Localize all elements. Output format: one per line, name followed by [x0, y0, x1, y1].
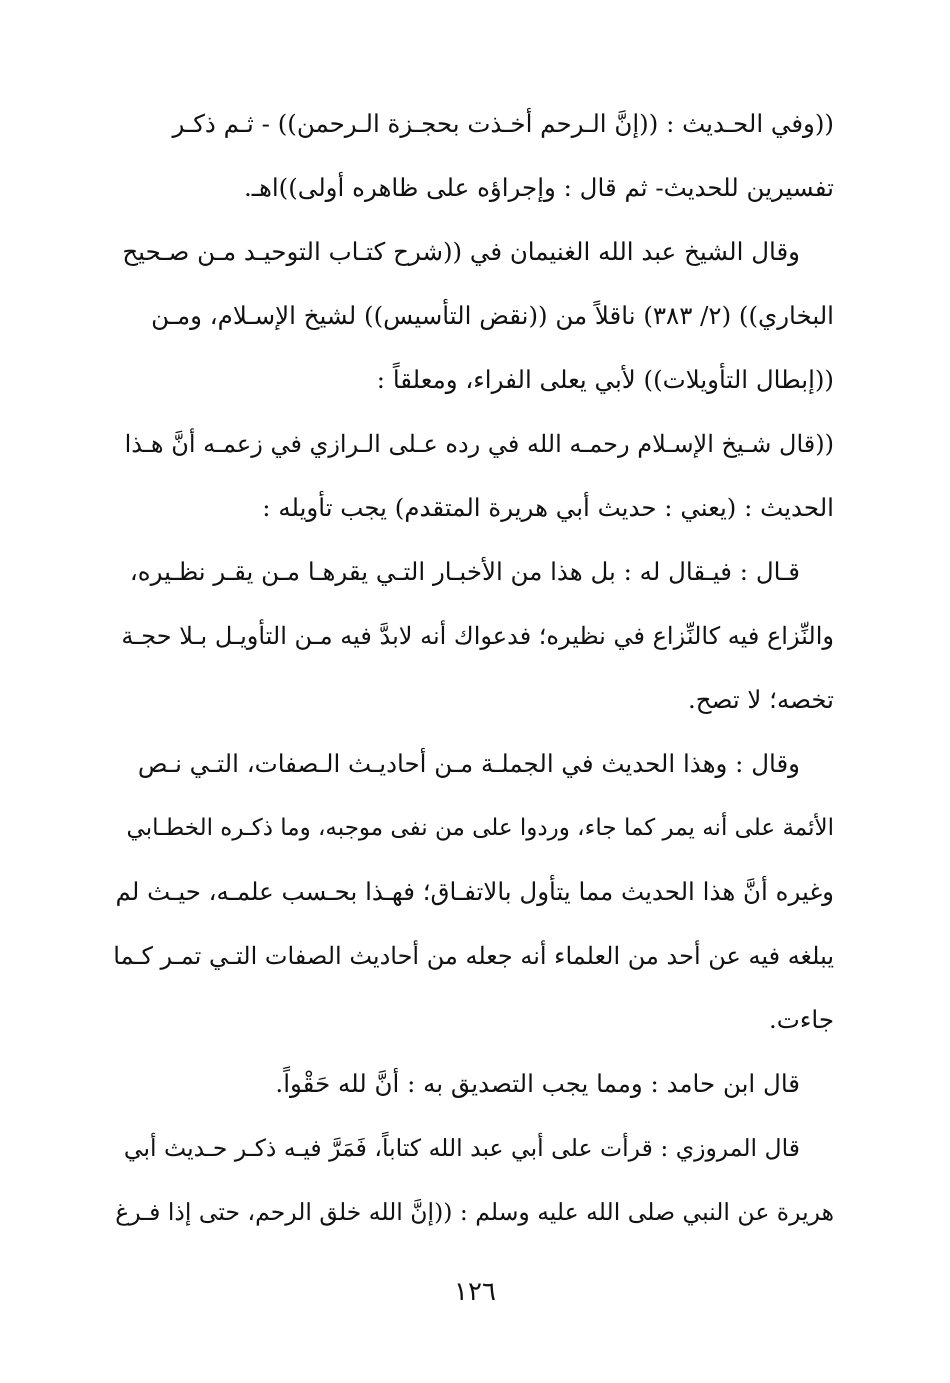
paragraph-start-line: وقال : وهذا الحديث في الجملـة مـن أحاديـث الـصفات، التـي نـص: [137, 749, 800, 778]
paragraph-start-line: ((قال شـيخ الإسـلام رحمـه الله في رده عـلى الـرازي في زعمـه أنَّ هـذا: [124, 430, 834, 458]
paragraph-start-line: قال المروزي : قرأت على أبي عبد الله كتاباً، فَمَرَّ فيـه ذكـر حـديث أبي: [123, 1134, 800, 1162]
text-line: وغيره أنَّ هذا الحديث مما يتأول بالاتفـاق؛ فهـذا بحـسب علمـه، حيـث لم: [115, 877, 834, 906]
text-line: ((وفي الحـديث : ((إنَّ الـرحم أخـذت بحجـزة الـرحمن)) - ثـم ذكـر: [172, 109, 834, 138]
text-line: الحديث : (يعني : حديث أبي هريرة المتقدم) يجب تأويله :: [262, 493, 834, 522]
text-line: ((إبطال التأويلات)) لأبي يعلى الفراء، ومعلقاً :: [376, 365, 834, 394]
text-line: جاءت.: [769, 1005, 834, 1034]
text-line: تخصه؛ لا تصح.: [687, 685, 834, 714]
text-line: يبلغه فيه عن أحد من العلماء أنه جعله من أحاديث الصفات التـي تمـر كـما: [113, 942, 834, 970]
page-number: ١٢٦: [454, 1277, 496, 1307]
text-line: الأئمة على أنه يمر كما جاء، وردوا على من نفى موجبه، وما ذكـره الخطـابي: [126, 815, 834, 841]
text-line: البخاري)) (٢/ ٣٨٣) ناقلاً من ((نقض التأسيس)) لشيخ الإسـلام، ومـن: [151, 301, 834, 330]
text-line: هريرة عن النبي صلى الله عليه وسلم : ((إنَّ الله خلق الرحم، حتى إذا فـرغ: [115, 1198, 834, 1226]
paragraph-start-line: قال ابن حامد : ومما يجب التصديق به : أنَّ لله حَقْواً.: [275, 1069, 800, 1098]
paragraph-start-line: وقال الشيخ عبد الله الغنيمان في ((شرح كتـاب التوحيـد مـن صـحيح: [122, 237, 800, 266]
body-text: [112, 92, 834, 1244]
paragraph-start-line: قـال : فيـقال له : بل هذا من الأخبـار التـي يقرهـا مـن يقـر نظـيره،: [129, 557, 800, 586]
text-line: تفسيرين للحديث- ثم قال : وإجراؤه على ظاهره أولى))اهـ.: [243, 173, 834, 202]
text-line: والنِّزاع فيه كالنِّزاع في نظيره؛ فدعواك أنه لابدَّ فيه مـن التأويـل بـلا حجـة: [121, 622, 834, 650]
